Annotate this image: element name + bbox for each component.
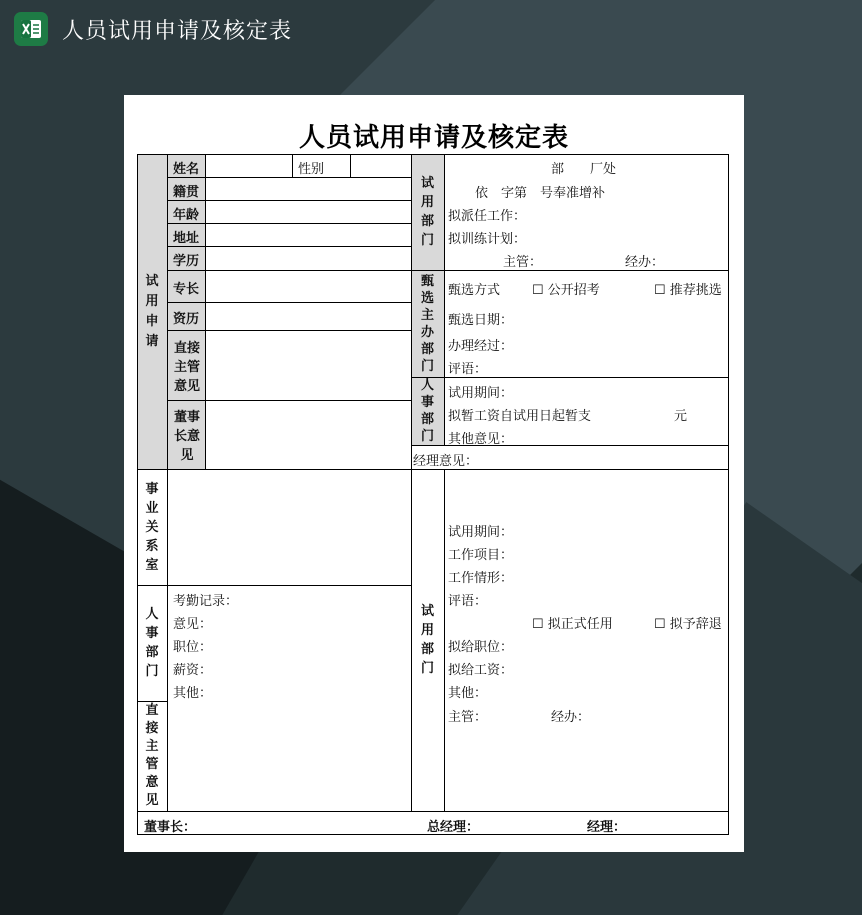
text-salary: 薪资： <box>173 663 213 678</box>
text-selection-date: 甄选日期： <box>448 313 514 328</box>
label-address: 地址 <box>173 231 200 246</box>
label-specialty: 专长 <box>173 282 200 297</box>
checkbox-public-exam[interactable]: ☐ 公开招考 <box>532 283 600 298</box>
label-origin: 籍贯 <box>173 185 200 200</box>
label-education: 学历 <box>173 254 200 269</box>
checkbox-icon: ☐ <box>532 283 544 298</box>
section-hr-dept: 人事部门 <box>145 607 159 679</box>
text-comment: 评语： <box>448 362 488 377</box>
text-work-items: 工作项目： <box>448 548 514 563</box>
text-process: 办理经过： <box>448 339 514 354</box>
section-selection-dept: 甄选主办部门 <box>420 273 434 374</box>
text-manager-opinion: 经理意见： <box>413 454 479 469</box>
section-direct-supervisor: 直接主管意见 <box>145 703 159 808</box>
label-board-opinion: 董事长意见 <box>173 410 200 463</box>
text-handler-2: 经办： <box>551 710 591 725</box>
text-other-opinion: 其他意见： <box>448 432 514 447</box>
excel-icon <box>14 12 48 46</box>
text-supervisor: 主管： <box>503 255 543 270</box>
footer-general-manager: 总经理： <box>427 820 480 835</box>
text-salary-line: 拟暂工资自试用日起暂支 <box>448 409 592 424</box>
title-bar <box>14 11 292 47</box>
text-position: 职位： <box>173 640 213 655</box>
label-name: 姓名 <box>173 162 200 177</box>
text-comment-2: 评语： <box>448 594 488 609</box>
text-training-plan: 拟训练计划： <box>448 232 527 247</box>
text-yuan: 元 <box>674 409 688 424</box>
text-trial-period: 试用期间： <box>448 386 514 401</box>
text-proposed-position: 拟给职位： <box>448 640 514 655</box>
text-other-2: 其他： <box>448 686 488 701</box>
form-title: 人员试用申请及核定表 <box>298 123 569 153</box>
checkbox-formal-hire[interactable]: ☐ 拟正式任用 <box>532 617 613 632</box>
label-gender: 性别 <box>298 162 325 177</box>
text-selection-method: 甄选方式 <box>448 283 501 298</box>
section-trial-dept: 试用部门 <box>420 176 434 248</box>
text-dept-line: 部 厂处 <box>551 162 617 177</box>
text-other: 其他： <box>173 686 213 701</box>
section-hr-dept-right: 人事部门 <box>420 378 434 444</box>
label-age: 年龄 <box>173 208 200 223</box>
text-handler: 经办： <box>625 255 665 270</box>
section-career-office: 事业关系室 <box>145 481 159 573</box>
section-trial-application: 试用申请 <box>145 273 159 349</box>
section-trial-dept-2: 试用部门 <box>420 604 434 676</box>
text-attendance: 考勤记录： <box>173 594 239 609</box>
text-work-status: 工作情形： <box>448 571 514 586</box>
text-supervisor-2: 主管： <box>448 710 488 725</box>
text-trial-period-2: 试用期间： <box>448 525 514 540</box>
text-approval-line: 依 字第 号奉准增补 <box>475 186 606 201</box>
form-sheet <box>124 95 744 852</box>
checkbox-icon: ☐ <box>532 617 544 632</box>
checkbox-icon: ☐ <box>654 283 666 298</box>
form-grid <box>137 154 729 835</box>
footer-chairman: 董事长： <box>144 820 197 835</box>
text-opinion: 意见： <box>173 617 213 632</box>
app-title: 人员试用申请及核定表 <box>62 18 293 44</box>
checkbox-icon: ☐ <box>654 617 666 632</box>
text-proposed-salary: 拟给工资： <box>448 663 514 678</box>
checkbox-recommend[interactable]: ☐ 推荐挑选 <box>654 283 722 298</box>
label-experience: 资历 <box>173 312 200 327</box>
text-assign-work: 拟派任工作： <box>448 209 527 224</box>
footer-manager: 经理： <box>587 820 627 835</box>
label-supervisor-opinion: 直接主管意见 <box>173 341 200 394</box>
checkbox-dismiss[interactable]: ☐ 拟予辞退 <box>654 617 722 632</box>
